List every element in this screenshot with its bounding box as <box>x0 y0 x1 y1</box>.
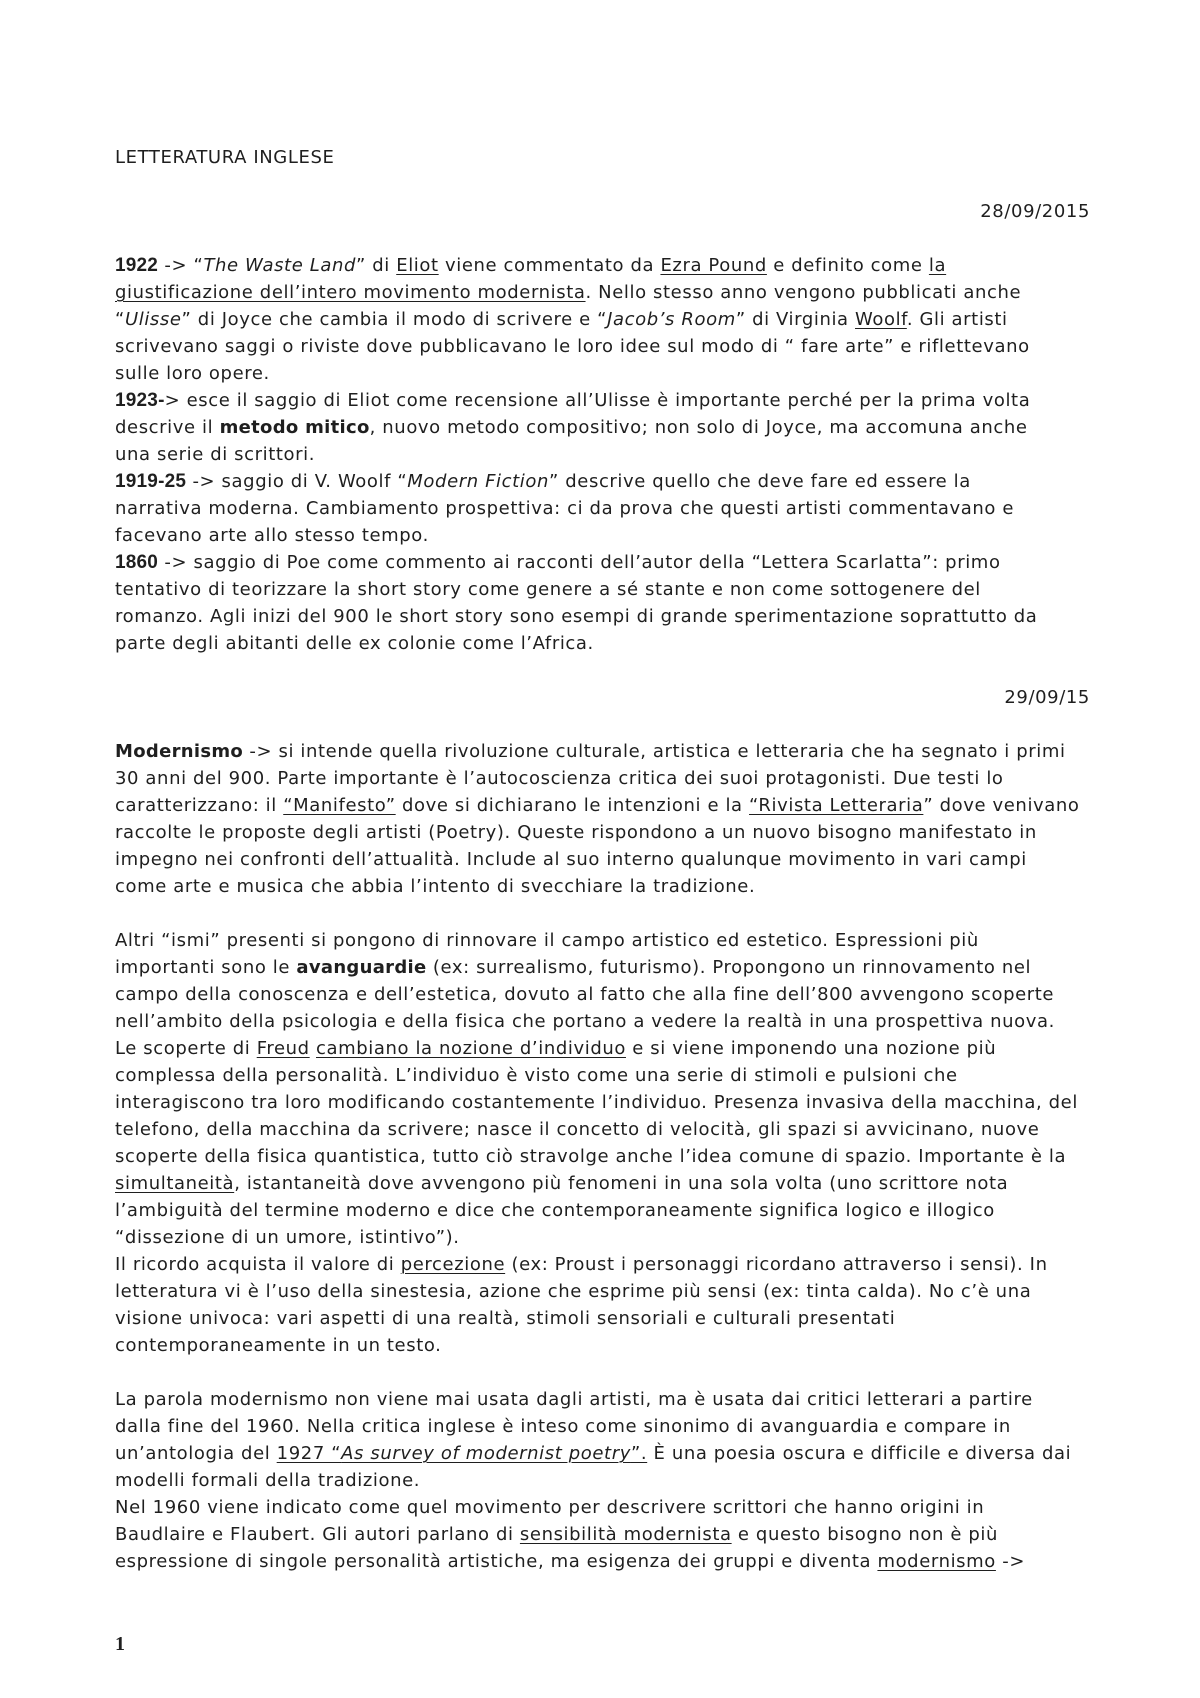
text-run: tentativo di teorizzare la short story come genere a sé stante e non come sottogenere del <box>115 579 981 600</box>
text-run: telefono, della macchina da scrivere; nasce il concetto di velocità, gli spazi si avvicinano, nuove <box>115 1119 1040 1140</box>
text-line <box>115 414 1090 441</box>
text-line <box>115 1305 1090 1332</box>
text-line <box>115 360 1090 387</box>
text-run: complessa della personalità. L’individuo è visto come una serie di stimoli e pulsioni che <box>115 1065 958 1086</box>
text-run: romanzo. Agli inizi del 900 le short story sono esempi di grande sperimentazione soprattutto da <box>115 606 1038 627</box>
text-line <box>115 1278 1090 1305</box>
text-run-italic: Ulisse <box>124 309 182 330</box>
text-line <box>115 765 1090 792</box>
text-run: un’antologia del <box>115 1443 277 1464</box>
text-run-underlined: Woolf <box>855 309 907 330</box>
text-run: campo della conoscenza e dell’estetica, dovuto al fatto che alla fine dell’800 avvengono scoperte <box>115 984 1055 1005</box>
text-run-underlined: “Rivista Letteraria <box>749 795 924 816</box>
text-run: (ex: Proust i personaggi ricordano attraverso i sensi). In <box>505 1254 1048 1275</box>
text-run: Nel 1960 viene indicato come quel movimento per descrivere scrittori che hanno origini in <box>115 1497 985 1518</box>
text-run: scrivevano saggi o riviste dove pubblicavano le loro idee sul modo di “ fare arte” e riflettevano <box>115 336 1030 357</box>
text-line <box>115 441 1090 468</box>
text-run: narrativa moderna. Cambiamento prospettiva: ci da prova che questi artisti commentavano e <box>115 498 1015 519</box>
text-run-year: 1860 <box>115 552 159 573</box>
text-run: . Nello stesso anno vengono pubblicati anche <box>585 282 1022 303</box>
text-run: “dissezione di un umore, istintivo”). <box>115 1227 460 1248</box>
text-run-underlined: modernismo <box>877 1551 996 1572</box>
blank-line <box>115 171 1090 198</box>
text-run: -> “ <box>158 255 204 276</box>
page-number: 1 <box>115 1633 125 1655</box>
text-run: dalla fine del 1960. Nella critica inglese è inteso come sinonimo di avanguardia e compare in <box>115 1416 1011 1437</box>
text-run: e questo bisogno non è più <box>731 1524 998 1545</box>
text-line <box>115 1548 1090 1575</box>
text-run: Baudlaire e Flaubert. Gli autori parlano di <box>115 1524 520 1545</box>
text-line <box>115 1035 1090 1062</box>
text-run-underlined: “Manifesto” <box>283 795 396 816</box>
text-line <box>115 495 1090 522</box>
text-run: Il ricordo acquista il valore di <box>115 1254 401 1275</box>
blank-line <box>115 1359 1090 1386</box>
text-run: l’ambiguità del termine moderno e dice che contemporaneamente significa logico e illogico <box>115 1200 995 1221</box>
text-run: 30 anni del 900. Parte importante è l’autocoscienza critica dei suoi protagonisti. Due testi lo <box>115 768 1004 789</box>
text-run: ” descrive quello che deve fare ed essere la <box>549 471 971 492</box>
text-run-underlined: la <box>928 255 947 276</box>
text-run: una serie di scrittori. <box>115 444 316 465</box>
text-run-year: 1919-25 <box>115 471 187 492</box>
text-run: “ <box>115 309 125 330</box>
text-run: ” di <box>356 255 397 276</box>
text-run: contemporaneamente in un testo. <box>115 1335 442 1356</box>
date-heading: 29/09/15 <box>1004 687 1090 708</box>
text-run: ” dove venivano <box>923 795 1080 816</box>
text-run: (ex: surrealismo, futurismo). Propongono un rinnovamento nel <box>426 957 1032 978</box>
text-run-underlined: giustificazione dell’intero movimento modernista <box>115 282 586 303</box>
text-line <box>115 1413 1090 1440</box>
text-run: . Gli artisti <box>906 309 1008 330</box>
text-run-underlined: sensibilità modernista <box>519 1524 732 1545</box>
text-run-italic: Modern Fiction <box>407 471 550 492</box>
text-run: modelli formali della tradizione. <box>115 1470 421 1491</box>
text-run-underlined: cambiano la nozione d’individuo <box>316 1038 626 1059</box>
text-line <box>115 522 1090 549</box>
text-line <box>115 1062 1090 1089</box>
blank-line <box>115 657 1090 684</box>
text-run: È una poesia oscura e difficile e diversa dai <box>647 1443 1072 1464</box>
text-run: -> si intende quella rivoluzione culturale, artistica e letteraria che ha segnato i primi <box>243 741 1066 762</box>
text-line <box>115 279 1090 306</box>
text-run: visione univoca: vari aspetti di una realtà, stimoli sensoriali e culturali presentati <box>115 1308 896 1329</box>
text-run: ” di Joyce che cambia il modo di scrivere e “ <box>181 309 608 330</box>
date-heading: 28/09/2015 <box>980 201 1090 222</box>
text-line <box>115 1467 1090 1494</box>
document-title: LETTERATURA INGLESE <box>115 147 335 168</box>
text-line <box>115 1089 1090 1116</box>
text-line <box>115 954 1090 981</box>
text-run: letteratura vi è l’uso della sinestesia, azione che esprime più sensi (ex: tinta calda). No c’è una <box>115 1281 1032 1302</box>
text-run: e definito come <box>766 255 929 276</box>
text-run-underlined: Freud <box>256 1038 310 1059</box>
text-run-bold: metodo mitico <box>219 417 370 438</box>
text-run: dove si dichiarano le intenzioni e la <box>395 795 750 816</box>
text-run: > esce il saggio di Eliot come recensione all’Ulisse è importante perché per la prima volta <box>164 390 1031 411</box>
text-line <box>115 1440 1090 1467</box>
text-line <box>115 1116 1090 1143</box>
text-line <box>115 1494 1090 1521</box>
text-line <box>115 1170 1090 1197</box>
text-line <box>115 738 1090 765</box>
text-line <box>115 576 1090 603</box>
text-run: espressione di singole personalità artistiche, ma esigenza dei gruppi e diventa <box>115 1551 878 1572</box>
text-line <box>115 927 1090 954</box>
text-run-underlined: Eliot <box>396 255 439 276</box>
text-run: Le scoperte di <box>115 1038 257 1059</box>
text-run-bold: avanguardie <box>296 957 427 978</box>
text-line <box>115 1197 1090 1224</box>
paragraph-parola-modernismo <box>115 1386 1090 1575</box>
text-run: scoperte della fisica quantistica, tutto ciò stravolge anche l’idea comune di spazio. Importante è la <box>115 1146 1067 1167</box>
paragraph-modernismo <box>115 738 1090 900</box>
text-run: caratterizzano: il <box>115 795 284 816</box>
text-run-underlined: Ezra Pound <box>660 255 767 276</box>
text-run: raccolte le proposte degli artisti (Poetry). Queste rispondono a un nuovo bisogno manifestato in <box>115 822 1037 843</box>
text-run-bold: Modernismo <box>115 741 244 762</box>
text-line <box>115 1332 1090 1359</box>
text-run-underlined: 1927 “ <box>276 1443 342 1464</box>
text-run: facevano arte allo stesso tempo. <box>115 525 429 546</box>
text-run: viene commentato da <box>438 255 661 276</box>
text-run-underlined-italic: As survey of modernist poetry <box>341 1443 631 1464</box>
blank-line <box>115 711 1090 738</box>
text-run: , istantaneità dove avvengono più fenomeni in una sola volta (uno scrittore nota <box>234 1173 1009 1194</box>
text-line <box>115 603 1090 630</box>
text-run: Altri “ismi” presenti si pongono di rinnovare il campo artistico ed estetico. Espressioni più <box>115 930 979 951</box>
text-line <box>115 873 1090 900</box>
text-run-italic: The Waste Land <box>203 255 357 276</box>
text-line <box>115 1386 1090 1413</box>
text-line <box>115 981 1090 1008</box>
text-line <box>115 1521 1090 1548</box>
text-line <box>115 792 1090 819</box>
text-line <box>115 819 1090 846</box>
blank-line <box>115 900 1090 927</box>
text-run: -> <box>995 1551 1026 1572</box>
blank-line <box>115 225 1090 252</box>
text-run: importanti sono le <box>115 957 297 978</box>
paragraph-avanguardie <box>115 927 1090 1359</box>
text-run-underlined: ”. <box>630 1443 648 1464</box>
text-run: La parola modernismo non viene mai usata dagli artisti, ma è usata dai critici letterari a partire <box>115 1389 1033 1410</box>
text-run: , nuovo metodo compositivo; non solo di Joyce, ma accomuna anche <box>369 417 1028 438</box>
text-run-underlined: percezione <box>400 1254 506 1275</box>
text-line <box>115 549 1090 576</box>
text-line <box>115 306 1090 333</box>
text-line <box>115 1143 1090 1170</box>
text-run: -> saggio di V. Woolf “ <box>186 471 408 492</box>
text-run: e si viene imponendo una nozione più <box>625 1038 997 1059</box>
text-run: sulle loro opere. <box>115 363 270 384</box>
text-line <box>115 252 1090 279</box>
text-run: descrive il <box>115 417 220 438</box>
document-body <box>115 144 1090 1575</box>
text-line <box>115 1224 1090 1251</box>
text-line <box>115 1251 1090 1278</box>
text-line <box>115 846 1090 873</box>
text-line <box>115 468 1090 495</box>
text-run: nell’ambito della psicologia e della fisica che portano a vedere la realtà in una prospettiva nuova. <box>115 1011 1055 1032</box>
text-run-year: 1922 <box>115 255 159 276</box>
text-run: impegno nei confronti dell’attualità. Include al suo interno qualunque movimento in vari campi <box>115 849 1027 870</box>
text-run-italic: Jacob’s Room <box>607 309 736 330</box>
text-run-underlined: simultaneità <box>115 1173 235 1194</box>
text-run: parte degli abitanti delle ex colonie come l’Africa. <box>115 633 594 654</box>
paragraph-chronology <box>115 252 1090 657</box>
text-run: -> saggio di Poe come commento ai racconti dell’autor della “Lettera Scarlatta”: primo <box>158 552 1001 573</box>
text-line <box>115 387 1090 414</box>
text-run: ” di Virginia <box>735 309 856 330</box>
text-run: come arte e musica che abbia l’intento di svecchiare la tradizione. <box>115 876 756 897</box>
text-run-year: 1923- <box>115 390 165 411</box>
text-run: interagiscono tra loro modificando costantemente l’individuo. Presenza invasiva della macchina, del <box>115 1092 1078 1113</box>
text-line <box>115 1008 1090 1035</box>
text-line <box>115 630 1090 657</box>
text-line <box>115 333 1090 360</box>
